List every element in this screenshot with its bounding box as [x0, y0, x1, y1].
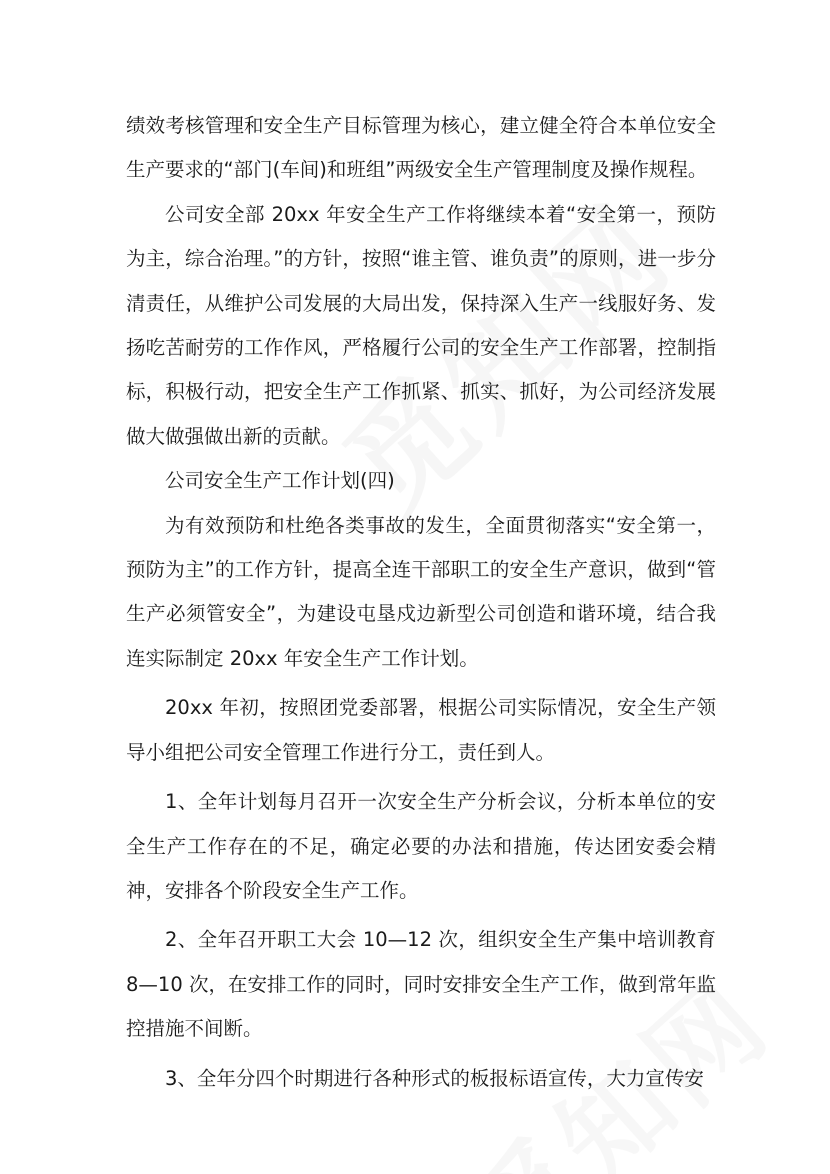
paragraph-year-start: 20xx 年初，按照团党委部署，根据公司实际情况，安全生产领导小组把公司安全管理工作进行分工，责任到人。: [126, 696, 716, 764]
paragraph-continuation: 绩效考核管理和安全生产目标管理为核心，建立健全符合本单位安全生产要求的“部门(车间)和班组”两级安全生产管理制度及操作规程。: [126, 114, 716, 182]
section-heading: 公司安全生产工作计划(四): [165, 469, 395, 493]
list-item-1: 1、全年计划每月召开一次安全生产分析会议，分析本单位的安全生产工作存在的不足，确定必要的办法和措施，传达团安委会精神，安排各个阶段安全生产工作。: [126, 790, 716, 902]
document-body: [126, 104, 716, 1101]
paragraph-safety-department: 公司安全部 20xx 年安全生产工作将继续本着“安全第一，预防为主，综合治理。”的方针，按照“谁主管、谁负责”的原则，进一步分清责任，从维护公司发展的大局出发，保持深入生产一线服好务、发扬吃苦耐劳的工作作风，严格履行公司的安全生产工作部署，控制指标，积极行动，把安全生产工作抓紧、抓实、抓好，为公司经济发展做大做强做出新的贡献。: [126, 202, 716, 448]
list-item-2: 2、全年召开职工大会 10—12 次，组织安全生产集中培训教育 8—10 次，在安排工作的同时，同时安排安全生产工作，做到常年监控措施不间断。: [126, 928, 716, 1041]
list-item-3: 3、全年分四个时期进行各种形式的板报标语宣传，大力宣传安: [165, 1066, 704, 1090]
paragraph-intro: 为有效预防和杜绝各类事故的发生，全面贯彻落实“安全第一，预防为主”的工作方针，提高全连干部职工的安全生产意识，做到“管生产必须管安全”，为建设屯垦戍边新型公司创造和谐环境，结合我连实际制定 20xx 年安全生产工作计划。: [126, 513, 716, 670]
